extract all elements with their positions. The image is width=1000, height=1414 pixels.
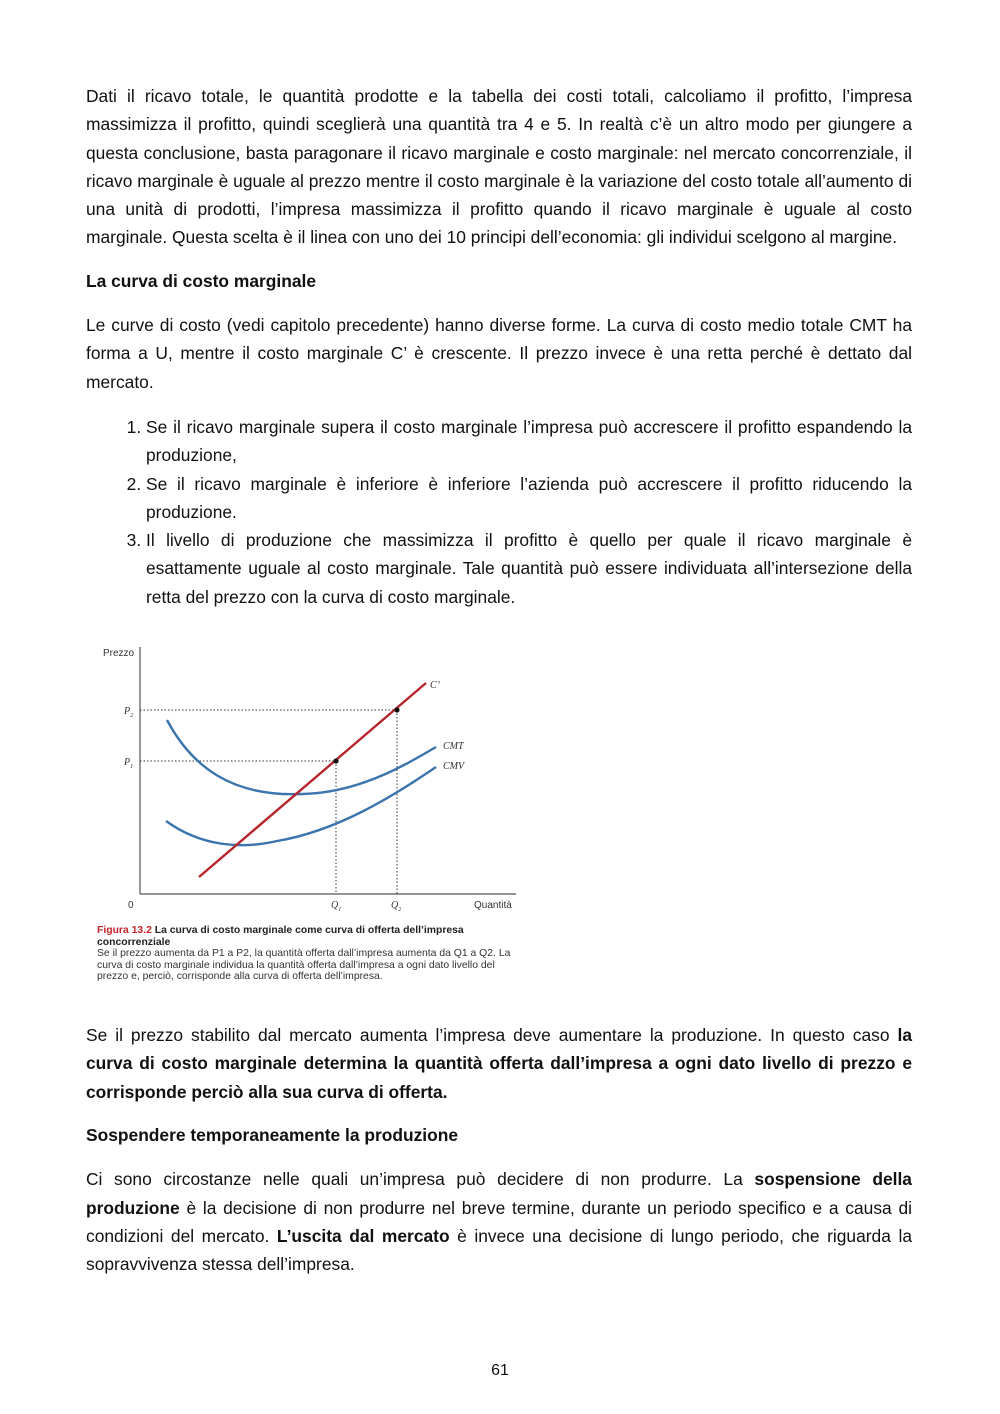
- paragraph-supply-text: Se il prezzo stabilito dal mercato aumenta l’impresa deve aumentare la produzione. In questo caso: [86, 1025, 898, 1046]
- p2-subscript: 2: [130, 713, 134, 720]
- list-item: 1. Se il ricavo marginale supera il costo marginale l’impresa può accrescere il profitto espandendo la produzione,: [146, 413, 912, 470]
- paragraph-shutdown: [86, 1165, 912, 1278]
- figure-title: La curva di costo marginale come curva di offerta dell’impresa concorrenziale: [97, 925, 464, 948]
- svg-text:Q1: [331, 900, 341, 913]
- mc-curve-label: C’: [430, 680, 440, 692]
- page-number: 61: [491, 1362, 509, 1379]
- figure-marginal-cost: [92, 637, 522, 997]
- page-body: [86, 82, 912, 1278]
- origin-label: 0: [128, 900, 134, 912]
- figure-caption: [97, 925, 517, 983]
- numbered-list: [86, 413, 912, 611]
- paragraph-supply: [86, 1021, 912, 1106]
- term-shutdown: sospensione della produzione: [86, 1169, 912, 1218]
- figure-number: Figura 13.2: [97, 925, 152, 937]
- cost-curves-diagram: [92, 637, 522, 922]
- x-axis-label: Quantità: [474, 900, 512, 912]
- paragraph-supply-bold: la curva di costo marginale determina la quantità offerta dall’impresa a ogni dato livello di prezzo e corrisponde perciò alla sua curva di offerta.: [86, 1025, 912, 1102]
- svg-text:P2: [123, 706, 133, 719]
- heading-marginal-cost-curve: La curva di costo marginale: [86, 270, 317, 291]
- paragraph-profit: Dati il ricavo totale, le quantità prodotte e la tabella dei costi totali, calcoliamo il profitto, l’impresa massimizza il profitto, quindi sceglierà una quantità tra 4 e 5. In realtà c’è un altro modo per giungere a questa conclusione, basta paragonare il ricavo marginale e costo marginale: nel mercato concorrenziale, il ricavo marginale è uguale al prezzo mentre il costo marginale è la variazione del costo totale all’aumento di una unità di prodotti, l’impresa massimizza il profitto quando il ricavo marginale è uguale al costo marginale. Questa scelta è il linea con uno dei 10 principi dell’economia: gli individui scelgono al margine.: [86, 86, 912, 248]
- term-market-exit: L’uscita dal mercato: [276, 1225, 450, 1246]
- paragraph-cost-curves: Le curve di costo (vedi capitolo precedente) hanno diverse forme. La curva di costo medio totale CMT ha forma a U, mentre il costo marginale C’ è crescente. Il prezzo invece è una retta perché è dettato dal mercato.: [86, 315, 912, 392]
- svg-text:P1: [123, 757, 133, 770]
- figure-caption-text: Se il prezzo aumenta da P1 a P2, la quantità offerta dall’impresa aumenta da Q1 a Q2. La curva di costo marginale individua la quantità offerta dall’impresa a ogni dato livello del prezzo e, perciò, corrisponde alla curva di offerta dell’impresa.: [97, 948, 511, 983]
- point-p2-q2: [394, 707, 399, 712]
- svg-text:Q2: [391, 900, 401, 913]
- p1-label: P: [124, 757, 131, 769]
- q2-subscript: 2: [398, 907, 402, 914]
- list-item: 3. Il livello di produzione che massimizza il profitto è quello per quale il ricavo marginale è esattamente uguale al costo marginale. Tale quantità può essere individuata all’intersezione della retta del prezzo con la curva di costo marginale.: [146, 526, 912, 611]
- paragraph-shutdown-text-3: è invece una decisione di lungo periodo, che riguarda la sopravvivenza stessa dell’impresa.: [86, 1225, 912, 1275]
- q1-label: Q: [331, 900, 339, 912]
- paragraph-shutdown-text-1: Ci sono circostanze nelle quali un’impresa può decidere di non produrre. La: [86, 1169, 755, 1190]
- cmt-curve: [167, 720, 436, 794]
- cmv-curve: [166, 767, 436, 845]
- point-p1-q1: [333, 758, 338, 763]
- cmv-curve-label: CMV: [443, 761, 465, 773]
- heading-shutdown: Sospendere temporaneamente la produzione: [86, 1124, 459, 1145]
- q2-label: Q: [391, 900, 399, 912]
- q1-subscript: 1: [338, 907, 342, 914]
- p1-subscript: 1: [130, 764, 134, 771]
- marginal-cost-line: [199, 683, 426, 877]
- paragraph-shutdown-text-2: è la decisione di non produrre nel breve termine, durante un periodo specifico e a causa di condizioni del mercato.: [86, 1197, 912, 1246]
- cmt-curve-label: CMT: [443, 741, 464, 753]
- list-item: 2. Se il ricavo marginale è inferiore è inferiore l’azienda può accrescere il profitto riducendo la produzione.: [146, 470, 912, 527]
- y-axis-label: Prezzo: [103, 648, 135, 660]
- p2-label: P: [124, 706, 131, 718]
